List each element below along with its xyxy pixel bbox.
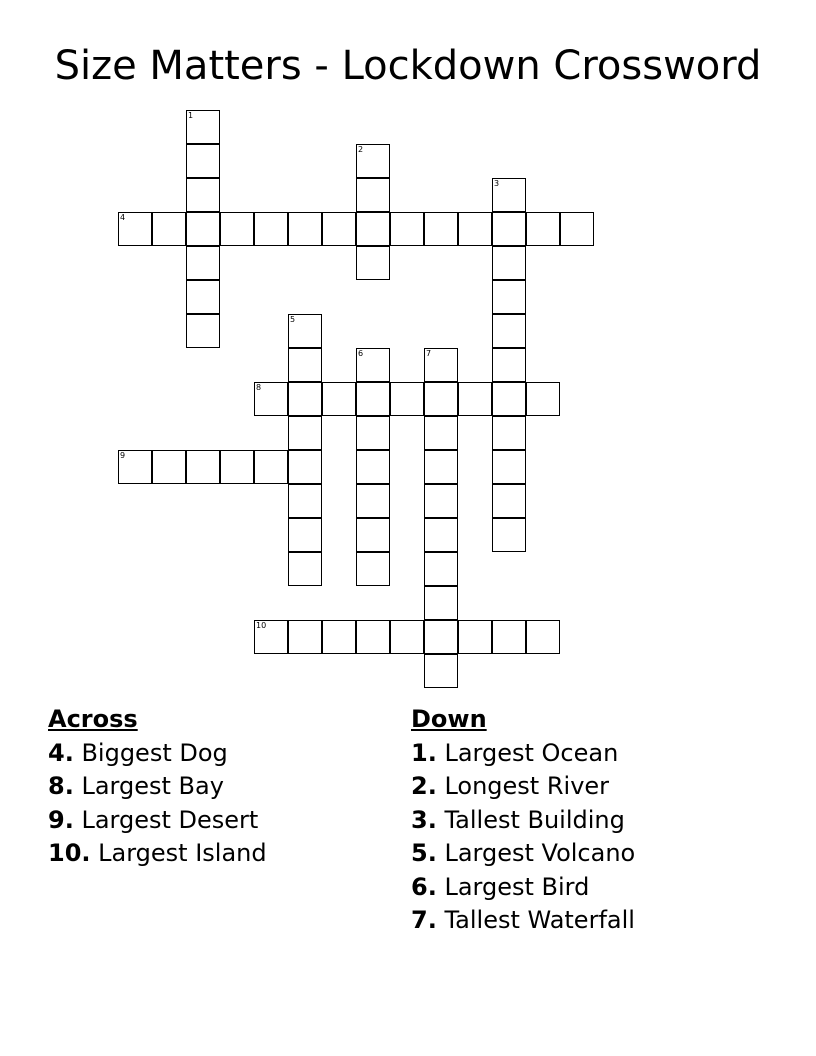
crossword-cell[interactable] — [254, 620, 288, 654]
page-title: Size Matters - Lockdown Crossword — [54, 43, 762, 89]
crossword-cell[interactable] — [424, 416, 458, 450]
crossword-cell[interactable] — [288, 348, 322, 382]
crossword-cell[interactable] — [186, 314, 220, 348]
clue-text: Tallest Building — [436, 805, 625, 834]
crossword-cell[interactable] — [560, 212, 594, 246]
crossword-cell[interactable] — [458, 382, 492, 416]
crossword-cell[interactable] — [424, 212, 458, 246]
crossword-cell[interactable] — [492, 484, 526, 518]
crossword-cell[interactable] — [356, 212, 390, 246]
clue-text: Longest River — [436, 772, 610, 800]
crossword-cell[interactable] — [492, 518, 526, 552]
crossword-cell[interactable] — [424, 382, 458, 416]
crossword-cell[interactable] — [356, 450, 390, 484]
clue-text: Biggest Dog — [73, 738, 228, 767]
cell-number: 7 — [426, 349, 432, 358]
crossword-cell[interactable] — [492, 280, 526, 314]
crossword-cell[interactable] — [220, 212, 254, 246]
crossword-cell[interactable] — [288, 382, 322, 416]
crossword-cell[interactable] — [356, 484, 390, 518]
crossword-cell[interactable] — [186, 450, 220, 484]
crossword-cell[interactable] — [424, 518, 458, 552]
crossword-cell[interactable] — [186, 110, 220, 144]
clue-number: 8. — [48, 772, 74, 800]
crossword-cell[interactable] — [118, 450, 152, 484]
crossword-cell[interactable] — [356, 178, 390, 212]
across-heading: Across — [48, 705, 138, 733]
crossword-cell[interactable] — [254, 382, 288, 416]
crossword-cell[interactable] — [322, 382, 356, 416]
clue-text: Largest Bird — [436, 872, 590, 901]
crossword-cell[interactable] — [356, 552, 390, 586]
crossword-cell[interactable] — [186, 212, 220, 246]
clue-text: Largest Ocean — [436, 738, 619, 767]
crossword-cell[interactable] — [424, 348, 458, 382]
crossword-cell[interactable] — [356, 348, 390, 382]
crossword-cell[interactable] — [288, 518, 322, 552]
clue-number: 9. — [48, 805, 74, 834]
crossword-cell[interactable] — [322, 620, 356, 654]
crossword-cell[interactable] — [424, 654, 458, 688]
clue-number: 1. — [411, 738, 437, 767]
cell-number: 4 — [120, 213, 126, 222]
crossword-cell[interactable] — [288, 212, 322, 246]
crossword-cell[interactable] — [492, 348, 526, 382]
crossword-cell[interactable] — [492, 450, 526, 484]
cell-number: 2 — [358, 145, 364, 154]
crossword-cell[interactable] — [356, 620, 390, 654]
cell-number: 3 — [494, 179, 500, 188]
crossword-cell[interactable] — [424, 484, 458, 518]
clue-item — [48, 770, 267, 804]
crossword-cell[interactable] — [492, 178, 526, 212]
clue-number: 10. — [48, 839, 91, 867]
crossword-cell[interactable] — [424, 552, 458, 586]
crossword-cell[interactable] — [526, 382, 560, 416]
cell-number: 5 — [290, 315, 296, 324]
crossword-cell[interactable] — [492, 246, 526, 280]
crossword-cell[interactable] — [288, 416, 322, 450]
clue-item — [411, 737, 635, 771]
clue-number: 2. — [411, 772, 437, 800]
cell-number: 10 — [256, 621, 267, 630]
crossword-cell[interactable] — [356, 518, 390, 552]
crossword-cell[interactable] — [356, 144, 390, 178]
crossword-cell[interactable] — [492, 382, 526, 416]
crossword-cell[interactable] — [152, 212, 186, 246]
crossword-cell[interactable] — [356, 382, 390, 416]
crossword-cell[interactable] — [288, 620, 322, 654]
clue-item — [48, 837, 267, 871]
crossword-cell[interactable] — [458, 620, 492, 654]
clue-item — [411, 904, 635, 938]
crossword-cell[interactable] — [356, 246, 390, 280]
clue-text: Largest Island — [90, 839, 267, 867]
crossword-cell[interactable] — [186, 246, 220, 280]
crossword-cell[interactable] — [424, 450, 458, 484]
cell-number: 6 — [358, 349, 364, 358]
crossword-cell[interactable] — [288, 484, 322, 518]
cell-number: 1 — [188, 111, 194, 120]
crossword-cell[interactable] — [390, 382, 424, 416]
down-heading: Down — [411, 705, 487, 733]
crossword-cell[interactable] — [356, 416, 390, 450]
cell-number: 8 — [256, 383, 262, 392]
clue-item — [411, 837, 635, 871]
clue-item — [48, 737, 267, 771]
clue-text: Tallest Waterfall — [436, 906, 635, 934]
clue-text: Largest Desert — [73, 805, 259, 834]
crossword-cell[interactable] — [288, 450, 322, 484]
crossword-cell[interactable] — [492, 416, 526, 450]
clue-number: 6. — [411, 872, 437, 901]
cell-number: 9 — [120, 451, 126, 460]
crossword-cell[interactable] — [254, 212, 288, 246]
crossword-cell[interactable] — [118, 212, 152, 246]
clue-text: Largest Volcano — [436, 839, 636, 867]
crossword-cell[interactable] — [186, 144, 220, 178]
crossword-cell[interactable] — [492, 212, 526, 246]
crossword-cell[interactable] — [186, 280, 220, 314]
crossword-cell[interactable] — [458, 212, 492, 246]
across-clues — [48, 703, 267, 871]
crossword-cell[interactable] — [390, 212, 424, 246]
crossword-cell[interactable] — [526, 212, 560, 246]
clue-number: 5. — [411, 839, 437, 867]
clue-item — [411, 804, 635, 838]
clue-number: 3. — [411, 805, 437, 834]
crossword-cell[interactable] — [288, 552, 322, 586]
crossword-cell[interactable] — [254, 450, 288, 484]
down-clues — [411, 703, 635, 938]
clue-text: Largest Bay — [73, 772, 224, 800]
crossword-cell[interactable] — [186, 178, 220, 212]
crossword-cell[interactable] — [526, 620, 560, 654]
clue-number: 7. — [411, 906, 437, 934]
clue-item — [411, 770, 635, 804]
crossword-cell[interactable] — [390, 620, 424, 654]
clue-item — [48, 804, 267, 838]
crossword-cell[interactable] — [220, 450, 254, 484]
clue-number: 4. — [48, 738, 74, 767]
clue-item — [411, 871, 635, 905]
crossword-cell[interactable] — [288, 314, 322, 348]
crossword-cell[interactable] — [492, 620, 526, 654]
crossword-cell[interactable] — [322, 212, 356, 246]
crossword-cell[interactable] — [424, 586, 458, 620]
crossword-cell[interactable] — [424, 620, 458, 654]
crossword-cell[interactable] — [152, 450, 186, 484]
crossword-cell[interactable] — [492, 314, 526, 348]
